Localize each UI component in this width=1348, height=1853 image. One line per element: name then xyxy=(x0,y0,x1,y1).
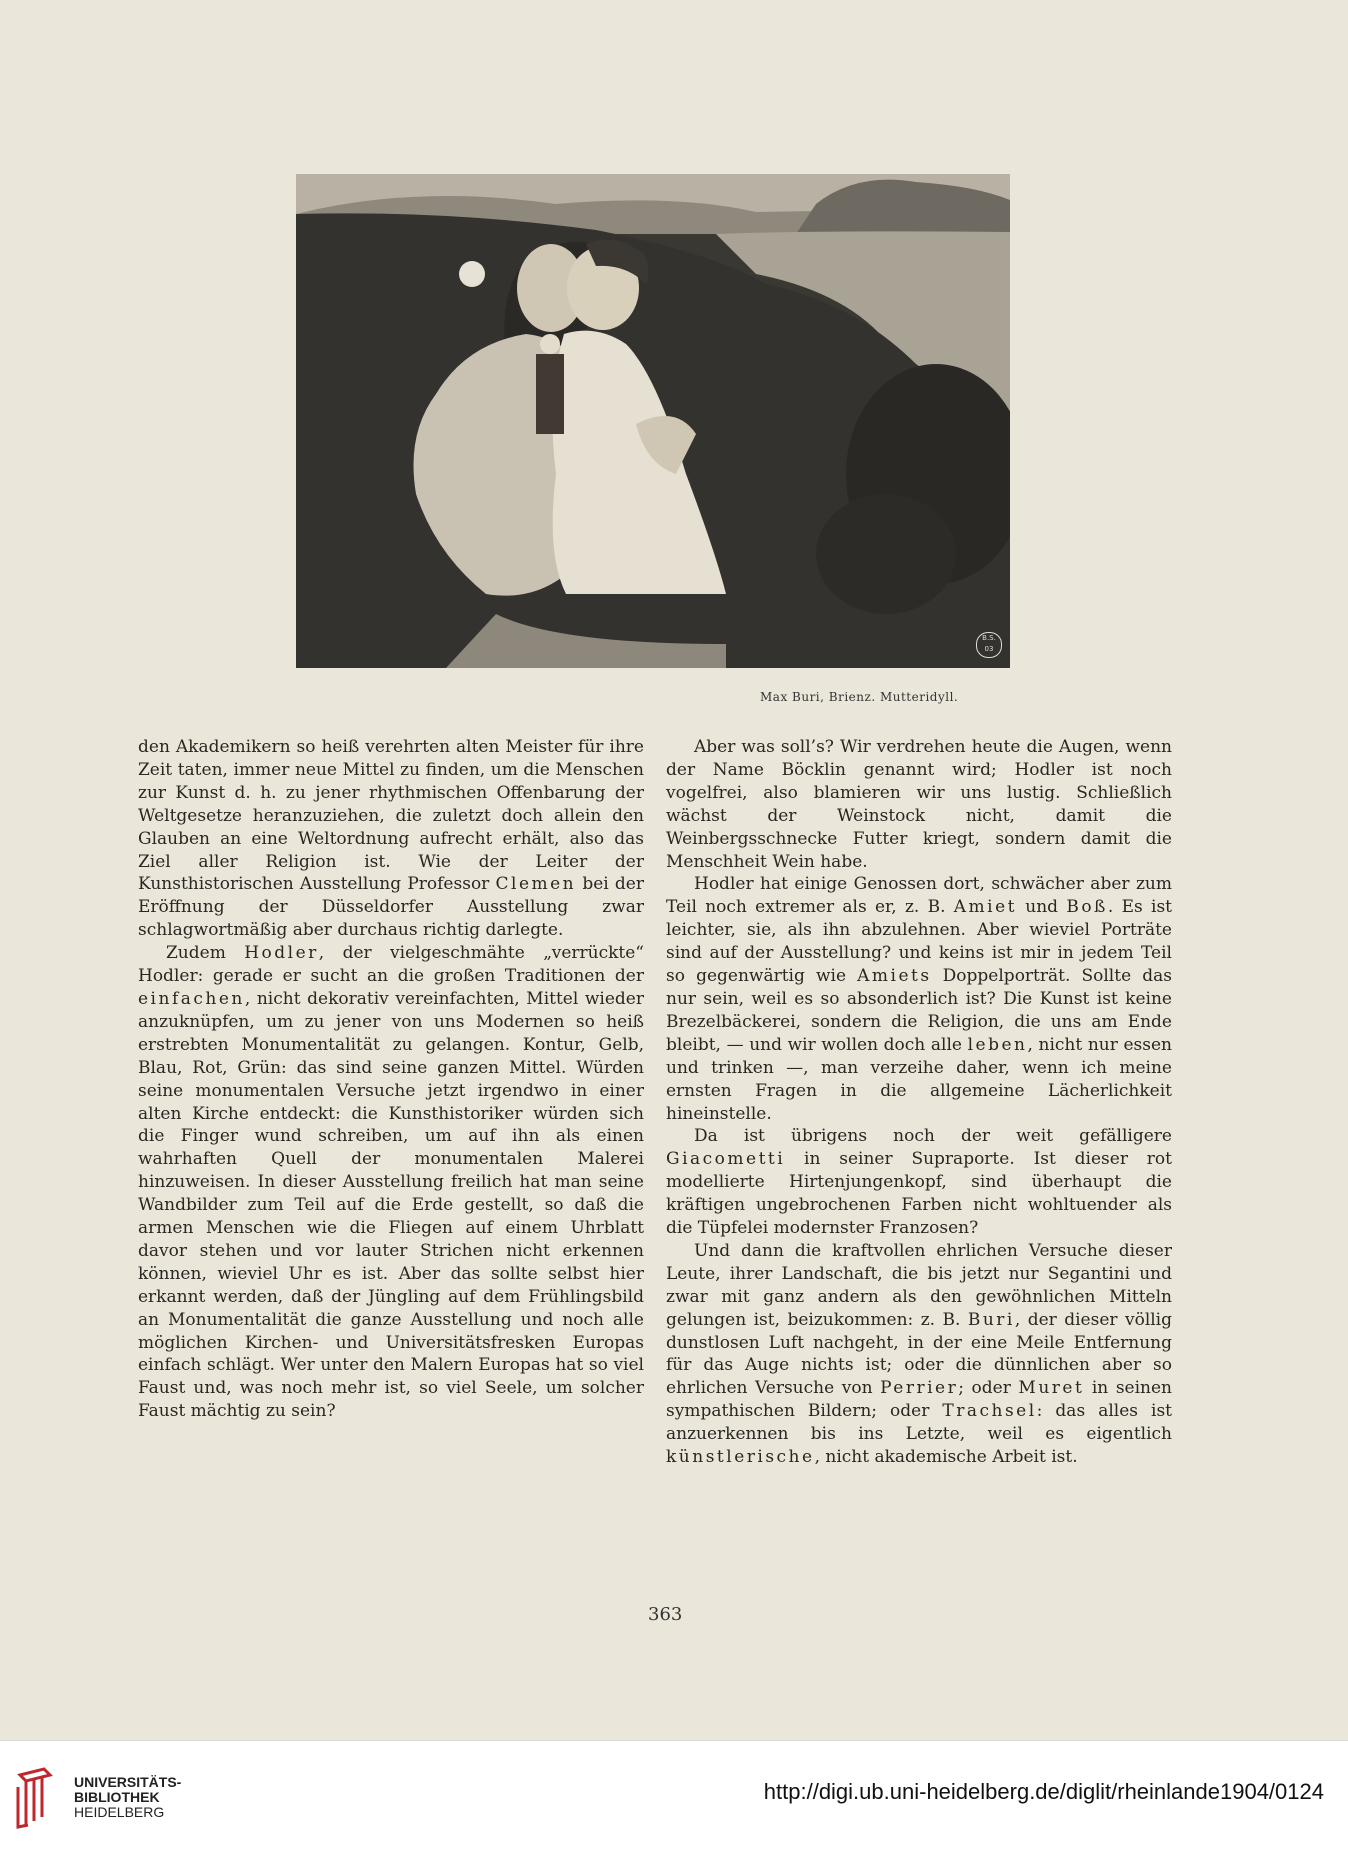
left-paragraph-1: den Akademikern so heiß verehrten alten Meister für ihre Zeit taten, immer neue Mittel zu finden, um die Menschen zur Kunst d. h. zu jener rhythmischen Offenbarung der Weltgesetze heranzuziehen, die zuletzt doch allein den Glauben an eine Weltordnung aufrecht erhält, also das Ziel aller Religion ist. Wie der Leiter der Kunsthistorischen Ausstellung Professor Clemen bei der Eröffnung der Düsseldorfer Ausstellung zwar schlagwortmäßig aber durchaus richtig darlegte. xyxy=(138,737,644,941)
painting-drawing xyxy=(296,174,1010,668)
viewer-footer xyxy=(0,1740,1348,1853)
page-number: 363 xyxy=(648,1604,683,1625)
artist-monogram: B.S. 03 xyxy=(976,632,1002,658)
right-column xyxy=(666,736,1172,1469)
left-column xyxy=(138,736,644,1423)
figure-caption: Max Buri, Brienz. Mutteridyll. xyxy=(760,690,959,704)
permalink-url[interactable]: http://digi.ub.uni-heidelberg.de/diglit/rheinlande1904/0124 xyxy=(763,1779,1324,1804)
right-paragraph-3: Da ist übrigens noch der weit gefälligere Giacometti in seiner Supraporte. Ist dieser rot modellierte Hirtenjungenkopf, sind überhaupt die kräftigen ungebrochenen Farben nicht wohltuender als die Tüpfelei modernster Franzosen? xyxy=(666,1126,1172,1239)
library-name: UNIVERSITÄTS- BIBLIOTHEK HEIDELBERG xyxy=(74,1774,182,1820)
painting-illustration xyxy=(296,174,1010,668)
right-paragraph-4: Und dann die kraftvollen ehrlichen Versuche dieser Leute, ihrer Landschaft, die bis jetzt nur Segantini und zwar mit ganz andern als den gewöhnlichen Mitteln gelungen ist, beizukommen: z. B. Buri, der dieser völlig dunstlosen Luft nachgeht, in der eine Meile Entfernung für das Auge nichts ist; oder die dünnlichen aber so ehrlichen Versuche von Perrier; oder Muret in seinen sympathischen Bildern; oder Trachsel: das alles ist anzuerkennen bis ins Letzte, weil es eigentlich künstlerische, nicht akademische Arbeit ist. xyxy=(666,1240,1173,1468)
right-paragraph-2: Hodler hat einige Genossen dort, schwächer aber zum Teil noch extremer als er, z. B. Amiet und Boß. Es ist leichter, sie, als ihn abzulehnen. Aber wieviel Porträte sind auf der Ausstellung? und keins ist mir in jedem Teil so gegenwärtig wie Amiets Doppelporträt. Sollte das nur sein, weil es so absonderlich ist? Die Kunst ist keine Brezelbäckerei, sondern die Religion, die uns am Ende bleibt, — und wir wollen doch alle leben, nicht nur essen und trinken —, man verzeihe daher, wenn ich meine ernsten Fragen in die allgemeine Lächerlichkeit hineinstelle. xyxy=(666,874,1172,1124)
left-paragraph-2: Zudem Hodler, der vielgeschmähte „verrückte“ Hodler: gerade er sucht an die großen Traditionen der einfachen, nicht dekorativ vereinfachten, Mittel wieder anzuknüpfen, um zu jener von uns Modernen so heiß erstrebten Monumentalität zu gelangen. Kontur, Gelb, Blau, Rot, Grün: das sind seine ganzen Mittel. Würden seine monumentalen Versuche jetzt irgendwo in einer alten Kirche entdeckt: die Kunsthistoriker würden sich die Finger wund schreiben, um auf ihn als einen wahrhaften Quell der monumentalen Malerei hinzuweisen. In dieser Ausstellung freilich hat man seine Wandbilder zum Teil auf die Erde gestellt, so daß die armen Menschen wie die Fliegen auf einem Uhrblatt davor stehen und vor lauter Strichen nicht erkennen können, wieviel Uhr es ist. Aber das sollte selbst hier erkannt werden, daß der Jüngling auf dem Frühlingsbild an Monumentalität die ganze Ausstellung und noch alle möglichen Kirchen- und Universitätsfresken Europas einfach schlägt. Wer unter den Malern Europas hat so viel Faust und, was noch mehr ist, so viel Seele, um solcher Faust mächtig zu sein? xyxy=(138,943,644,1422)
library-logo-icon xyxy=(14,1767,56,1829)
right-paragraph-1: Aber was soll’s? Wir verdrehen heute die Augen, wenn der Name Böcklin genannt wird; Hodler ist noch vogelfrei, also blamieren wir uns lustig. Schließlich wächst der Weinstock nicht, damit die Weinbergsschnecke Futter kriegt, sondern damit die Menschheit Wein habe. xyxy=(666,737,1172,872)
